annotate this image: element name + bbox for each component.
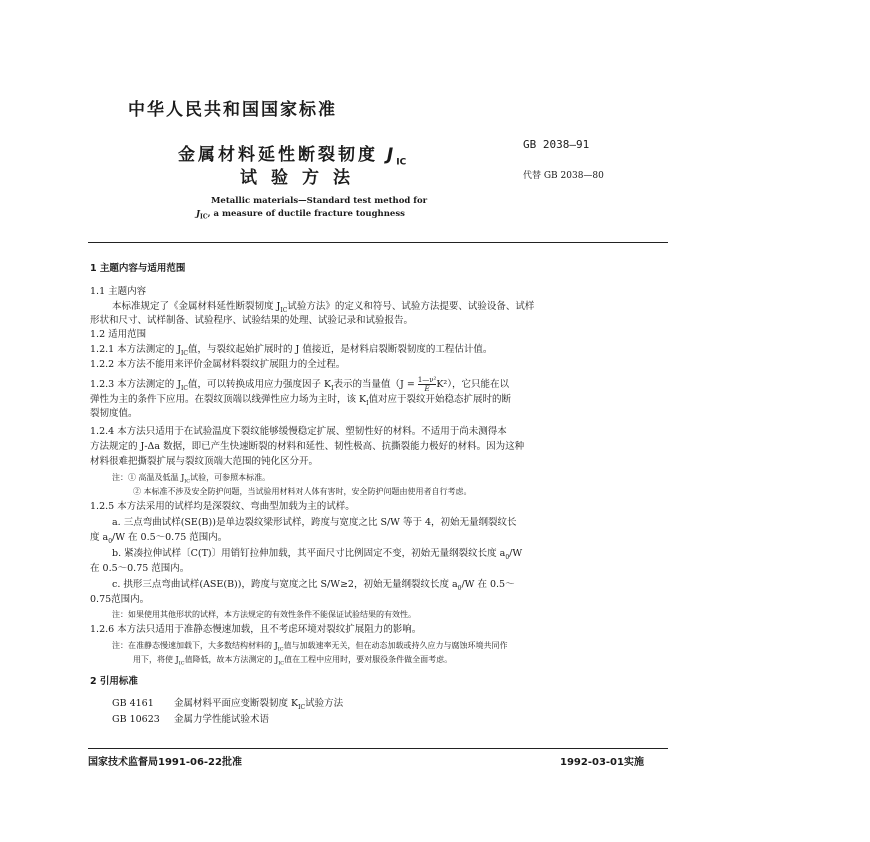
fraction-denominator: E xyxy=(424,385,430,393)
subscript: IC xyxy=(181,349,188,357)
text-span: 1.2.3 本方法测定的 J xyxy=(90,379,182,390)
note-4-line2 xyxy=(133,654,452,667)
clause-1-2-4-line2: 方法规定的 J-Δa 数据，即已产生快速断裂的材料和延性、韧性极高、抗撕裂能力极好的材料。因为这种 xyxy=(90,441,525,452)
subscript: 0 xyxy=(505,553,510,561)
text-span: 弹性为主的条件下应用。在裂纹顶端以线弹性应力场为主时，该 K xyxy=(90,394,367,405)
subscript: IC xyxy=(184,478,191,485)
reference-code: GB 10623 xyxy=(112,714,160,725)
text-span: c. 拱形三点弯曲试样(ASE(B))，跨度与宽度之比 S/W≥2，初始无量纲裂纹长度 a xyxy=(112,579,458,590)
subscript: IC xyxy=(277,646,284,653)
text-span: 1.2.1 本方法测定的 J xyxy=(90,344,182,355)
subscript: I xyxy=(331,384,334,392)
reference-title: 金属材料平面应变断裂韧度 K xyxy=(174,698,299,709)
text-span: 值与加载速率无关，但在动态加载或持久应力与腐蚀环境共同作 xyxy=(283,641,508,650)
standard-number: GB 2038—91 xyxy=(523,138,590,151)
note-1 xyxy=(112,472,270,485)
note-4-line1 xyxy=(112,640,508,653)
subscript: I xyxy=(366,399,369,407)
clause-1-2-5-b-line2: 在 0.5～0.75 范围内。 xyxy=(90,563,190,574)
clause-1-2-5-c-line2: 0.75范围内。 xyxy=(90,594,150,605)
text-span: 试验方法》的定义和符号、试验方法提要、试验设备、试样 xyxy=(287,301,535,312)
fraction-numerator: 1—ν² xyxy=(417,376,437,384)
clause-1-2-6: 1.2.6 本方法只适用于准静态慢速加载，且不考虑环境对裂纹扩展阻力的影响。 xyxy=(90,624,422,635)
clause-1-2-2: 1.2.2 本方法不能用来评价金属材料裂纹扩展阻力的全过程。 xyxy=(90,359,346,370)
clause-1-2-4-line3: 材料很难把撕裂扩展与裂纹顶端大范围的钝化区分开。 xyxy=(90,456,319,467)
reference-gb10623 xyxy=(112,713,269,727)
title-text: 金属材料延性断裂韧度 xyxy=(178,145,378,165)
english-symbol: J xyxy=(196,209,201,219)
text-span: /W 在 0.5～ xyxy=(461,579,515,590)
clause-1-2-5-a-line1: a. 三点弯曲试样(SE(B))是单边裂纹梁形试样，跨度与宽度之比 S/W 等于 4，初始无量纲裂纹长 xyxy=(112,517,517,528)
text-span: /W 在 0.5～0.75 范围内。 xyxy=(112,532,228,543)
footer-divider xyxy=(88,748,668,749)
subscript: 0 xyxy=(108,537,113,545)
country-standard-label: 中华人民共和国国家标准 xyxy=(128,100,337,120)
subscript: IC xyxy=(280,306,288,314)
text-span: /W xyxy=(509,548,523,559)
text-span: b. 紧凑拉伸试样〔C(T)〕用销钉拉伸加载，其平面尺寸比例固定不变，初始无量纲裂纹长度 a xyxy=(112,548,506,559)
text-span: 本标准规定了《金属材料延性断裂韧度 J xyxy=(112,301,281,312)
text-span: 注：在准静态慢速加载下，大多数结构材料的 J xyxy=(112,641,278,650)
replaces-standard: 代替 GB 2038—80 xyxy=(523,171,604,181)
clause-1-2-4-line1: 1.2.4 本方法只适用于在试验温度下裂纹能够缓慢稳定扩展、塑韧性好的材料。不适用于尚未测得本 xyxy=(90,426,507,437)
text-span: 值降低，故本方法测定的 J xyxy=(184,655,279,664)
text-span: 值对应于裂纹开始稳态扩展时的断 xyxy=(368,394,512,405)
clause-1-2-3-line2 xyxy=(90,393,511,411)
note-3: 注：如果使用其他形状的试样，本方法规定的有效性条件不能保证试验结果的有效性。 xyxy=(112,610,416,619)
fraction xyxy=(418,376,437,393)
text-span: 值在工程中应用时，要对服役条件做全面考虑。 xyxy=(284,655,453,664)
section-1-1-heading: 1.1 主题内容 xyxy=(90,286,147,297)
reference-code: GB 4161 xyxy=(112,698,154,709)
section-1-heading: 1 主题内容与适用范围 xyxy=(90,263,186,274)
english-title-line1: Metallic materials—Standard test method for xyxy=(211,196,428,206)
english-title-rest: , a measure of ductile fracture toughness xyxy=(207,209,405,219)
clause-1-2-5-c-line1 xyxy=(112,578,515,596)
section-1-2-heading: 1.2 适用范围 xyxy=(90,329,147,340)
text-span: 用下，将使 J xyxy=(133,655,179,664)
document-title-line2: 试验方法 xyxy=(240,168,364,188)
section-2-heading: 2 引用标准 xyxy=(90,676,138,687)
title-symbol-sub: IC xyxy=(396,157,407,168)
english-title-line2 xyxy=(196,209,405,221)
subscript: IC xyxy=(178,660,185,667)
text-span: 值，与裂纹起始扩展时的 J 值接近，是材料启裂断裂韧度的工程估计值。 xyxy=(188,344,493,355)
reference-title: 金属力学性能试验术语 xyxy=(174,714,270,725)
english-symbol-sub: IC xyxy=(200,213,208,221)
title-symbol: J xyxy=(386,145,397,165)
reference-title-rest: 试验方法 xyxy=(305,698,344,709)
approval-date: 国家技术监督局1991-06-22批准 xyxy=(88,757,242,768)
subscript: 0 xyxy=(457,584,462,592)
clause-1-2-5: 1.2.5 本方法采用的试样均是深裂纹、弯曲型加载为主的试样。 xyxy=(90,501,355,512)
effective-date: 1992-03-01实施 xyxy=(560,757,644,768)
text-span: K²），它只能在以 xyxy=(436,379,509,390)
text-span: 注：① 高温及低温 J xyxy=(112,473,185,482)
text-span: 试验，可参照本标准。 xyxy=(190,473,271,482)
section-1-1-para-line2: 形状和尺寸、试样制备、试验程序、试验结果的处理、试验记录和试验报告。 xyxy=(90,315,414,326)
text-span: 度 a xyxy=(90,532,109,543)
note-2: ② 本标准不涉及安全防护问题，当试验用材料对人体有害时，安全防护问题由使用者自行考虑。 xyxy=(133,487,472,496)
clause-1-2-3-line3: 裂韧度值。 xyxy=(90,408,138,419)
text-span: 值，可以转换成用应力强度因子 K xyxy=(188,379,332,390)
subscript: IC xyxy=(278,660,285,667)
subscript: IC xyxy=(298,703,306,711)
text-span: 表示的当量值（J = xyxy=(333,379,418,390)
subscript: IC xyxy=(181,384,188,392)
header-divider xyxy=(88,242,668,243)
